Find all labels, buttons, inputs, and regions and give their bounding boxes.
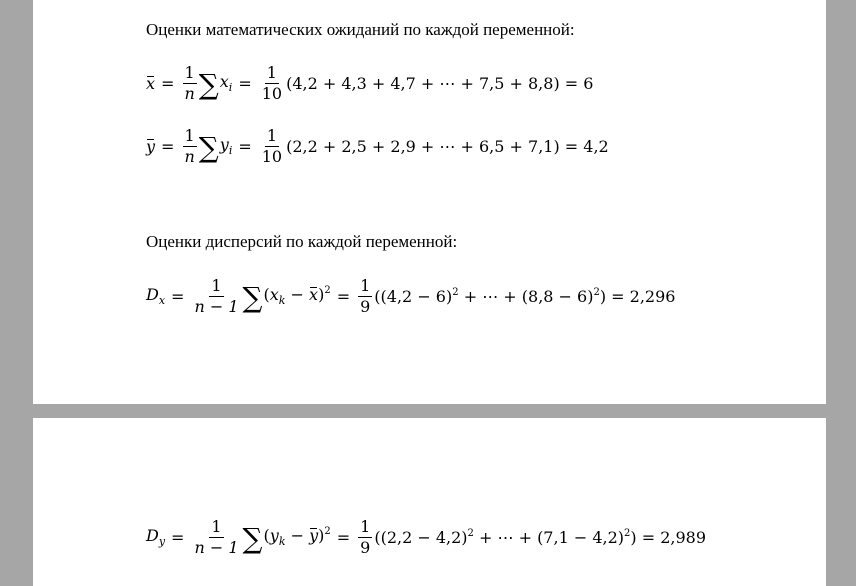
equation-variance-y: [146, 512, 706, 562]
denominator: 10: [261, 146, 283, 166]
denominator: n − 1: [194, 537, 239, 557]
numerator: 1: [266, 125, 278, 145]
equals-sign: =: [171, 527, 185, 547]
fraction-1-over-n-minus-1: [192, 518, 240, 556]
numerator: 1: [211, 275, 222, 295]
document-page-1: [33, 0, 826, 404]
summation-sign: ∑: [198, 68, 219, 101]
squared-deviation: $(y_k - y)^2$: [263, 526, 331, 548]
numerator: 1: [184, 62, 195, 82]
denominator: 9: [360, 296, 371, 316]
variances-heading: Оценки дисперсий по каждой переменной:: [146, 232, 458, 251]
fraction-1-over-n-minus-1: [192, 277, 240, 315]
numerator: 1: [360, 275, 371, 295]
equals-sign: =: [171, 286, 185, 306]
fraction-1-over-9: [358, 518, 372, 556]
fraction-1-over-9: [358, 277, 372, 315]
mean-x-expression: (4,2 + 4,3 + 4,7 + ⋯ + 7,5 + 8,8) = 6: [286, 73, 594, 93]
numerator: 1: [360, 516, 371, 536]
mean-y-symbol: y: [146, 136, 156, 156]
equals-sign: =: [161, 73, 175, 93]
denominator: 9: [360, 537, 371, 557]
equals-sign: =: [336, 286, 351, 306]
summation-sign: ∑: [198, 131, 219, 164]
variance-x-expression: ($(4,2 - 6)^2$ + ⋯ + $(8,8 - 6)^2) = 2,296$: [374, 286, 676, 306]
denominator: n: [184, 146, 195, 166]
fraction-1-over-10: [260, 64, 284, 102]
summation-sign: ∑: [242, 281, 263, 314]
summand: $x_i$: [219, 72, 233, 94]
denominator: n: [184, 83, 195, 103]
equation-mean-y: [146, 121, 609, 171]
numerator: 1: [184, 125, 195, 145]
document-page-2: [33, 418, 826, 586]
squared-deviation: $(x_k - x)^2$: [263, 285, 331, 307]
equals-sign: =: [238, 136, 252, 156]
mean-y-expression: (2,2 + 2,5 + 2,9 + ⋯ + 6,5 + 7,1) = 4,2: [286, 136, 609, 156]
means-heading: Оценки математических ожиданий по каждой переменной:: [146, 20, 575, 39]
variance-y-expression: ($(2,2 - 4,2)^2$ + ⋯ + $(7,1 - 4,2)^2) = 2,989$: [374, 527, 707, 547]
numerator: 1: [211, 516, 222, 536]
fraction-1-over-n: [182, 64, 196, 102]
denominator: 10: [261, 83, 283, 103]
mean-x-symbol: x: [146, 73, 156, 93]
equals-sign: =: [238, 73, 252, 93]
equals-sign: =: [161, 136, 175, 156]
numerator: 1: [266, 62, 277, 82]
equation-variance-x: [146, 271, 675, 321]
equation-mean-x: [146, 58, 593, 108]
variance-y-symbol: $D_y$: [146, 526, 166, 548]
fraction-1-over-10: [260, 127, 284, 165]
denominator: n − 1: [194, 296, 239, 316]
variance-x-symbol: $D_x$: [146, 285, 166, 307]
summand: $y_i$: [219, 135, 233, 157]
summation-sign: ∑: [242, 522, 263, 555]
equals-sign: =: [336, 527, 351, 547]
fraction-1-over-n: [182, 127, 196, 165]
